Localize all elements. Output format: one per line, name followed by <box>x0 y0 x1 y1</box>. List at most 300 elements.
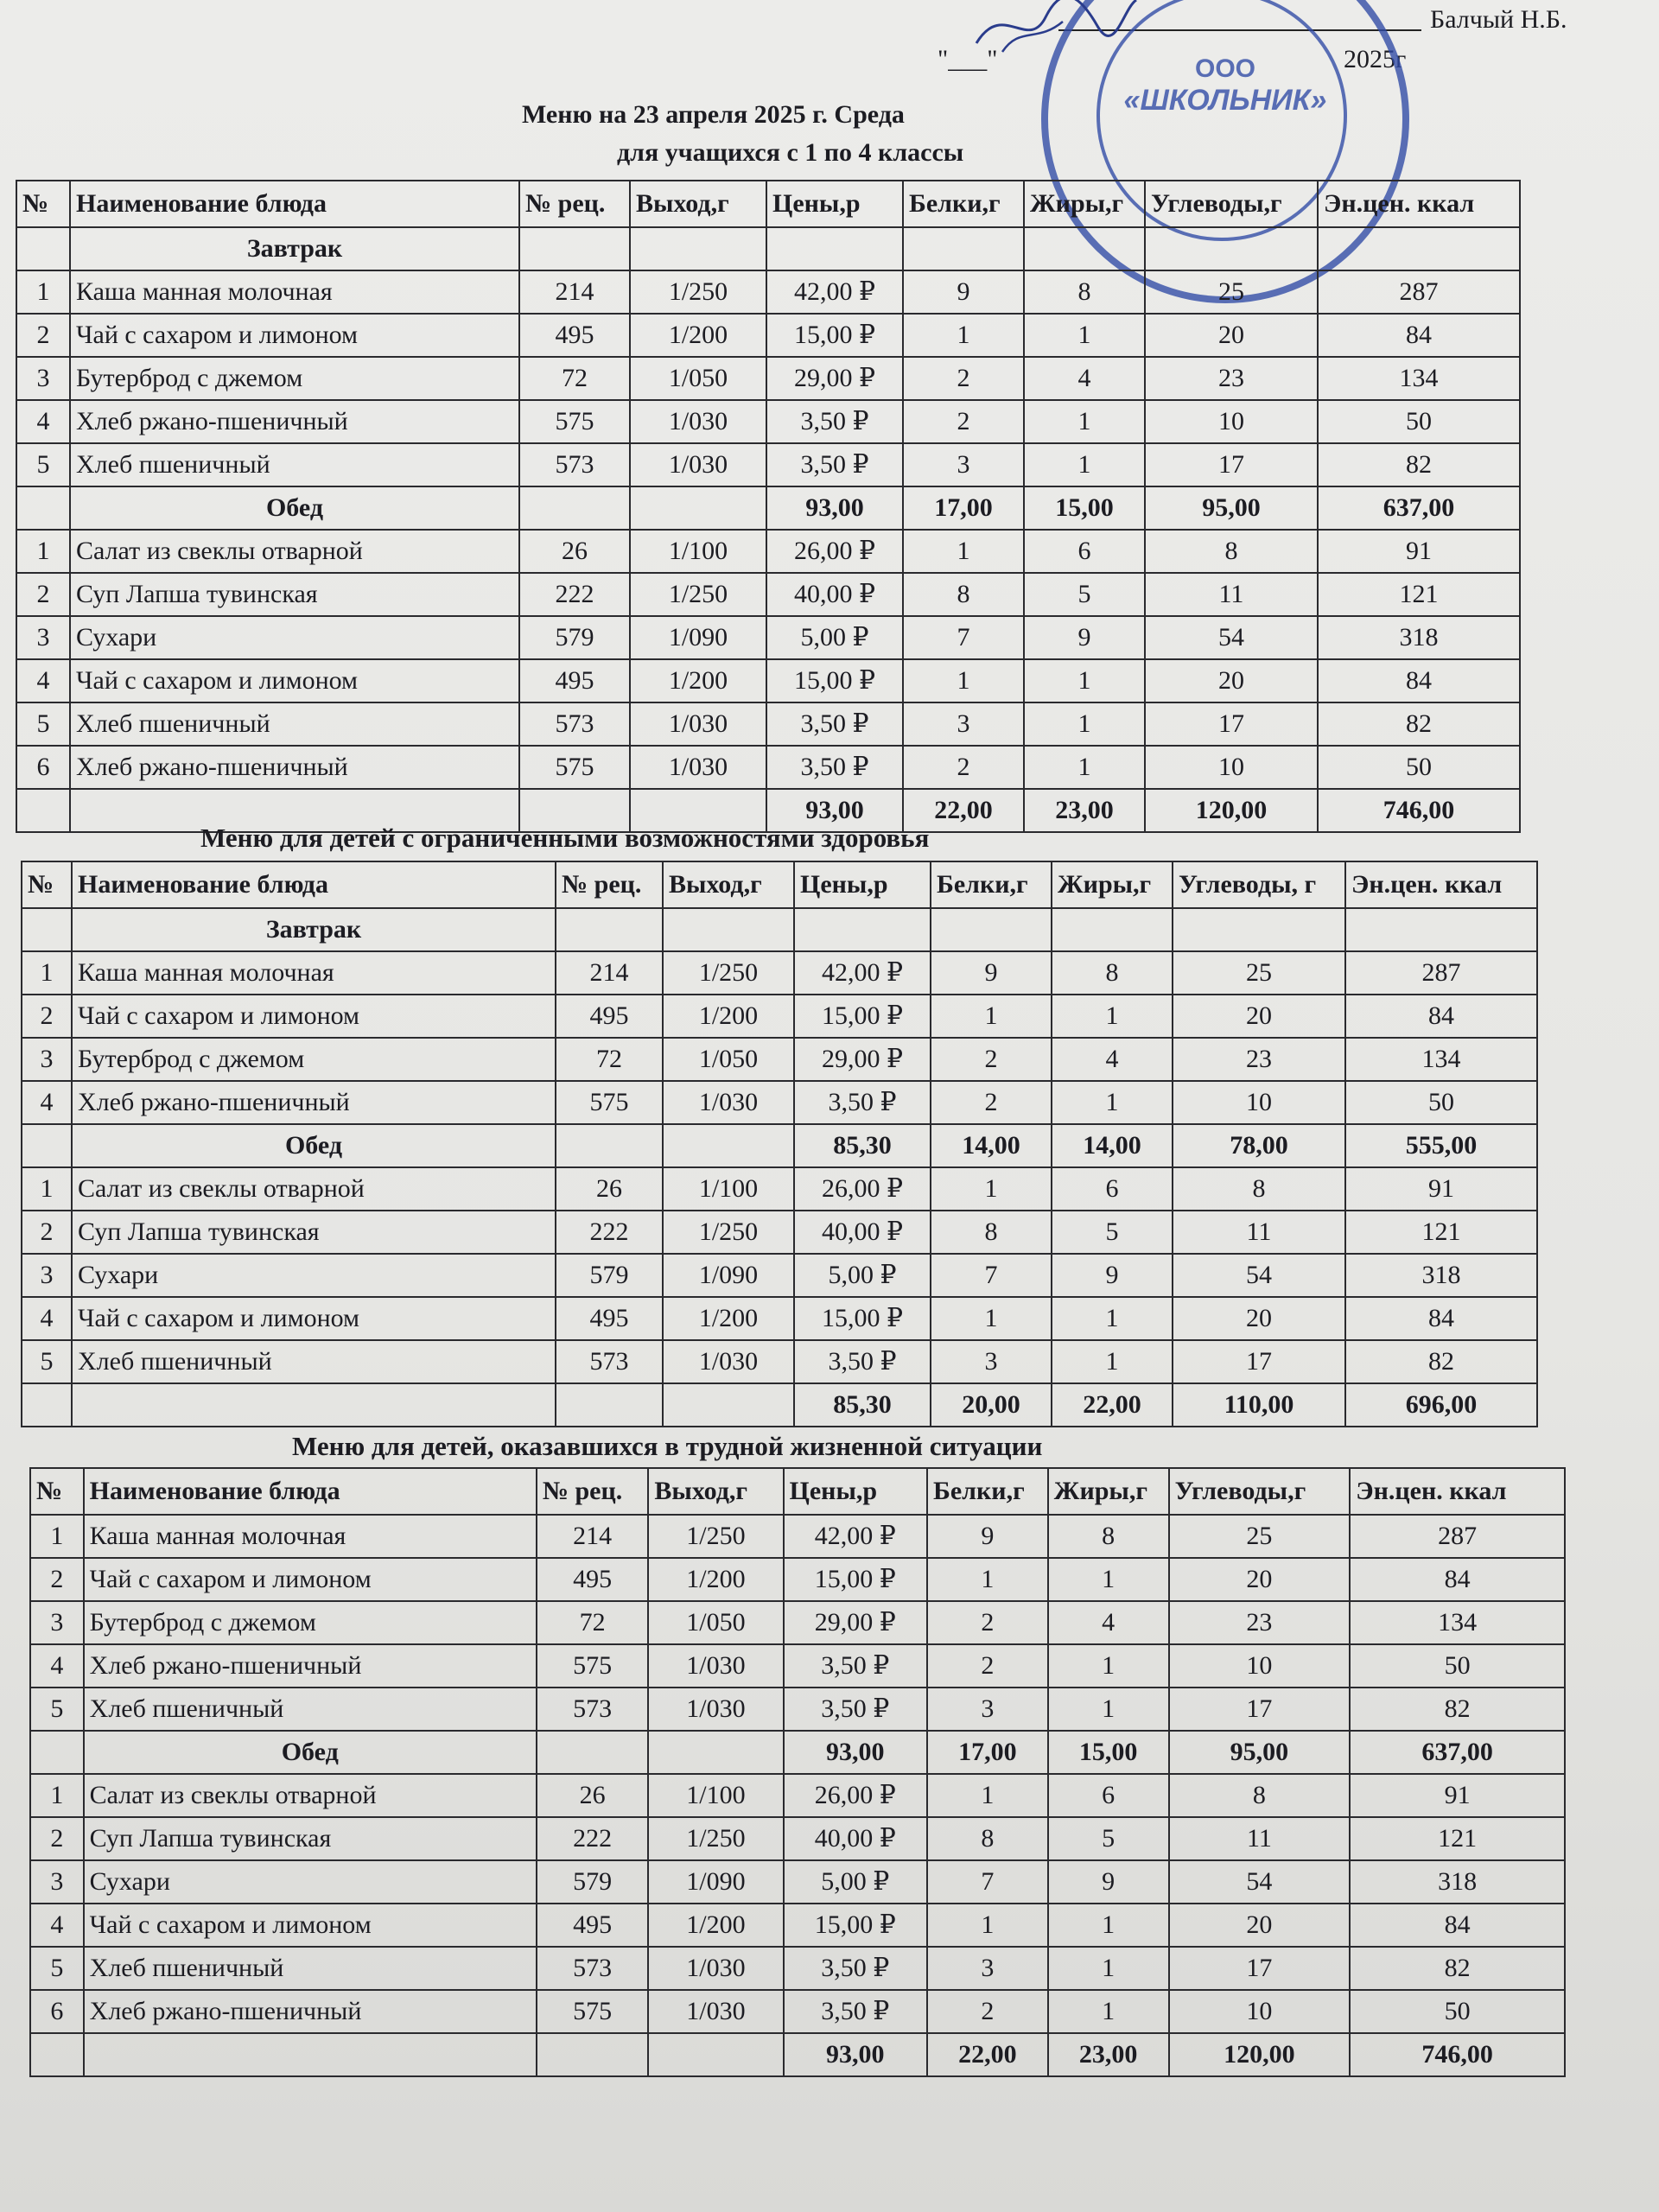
cell-rec: 575 <box>556 1081 663 1124</box>
column-header: Белки,г <box>903 181 1024 227</box>
cell-f: 8 <box>1048 1515 1169 1558</box>
cell-out: 1/250 <box>663 1211 794 1254</box>
cell-price: 29,00 ₽ <box>766 357 903 400</box>
cell-name: Сухари <box>72 1254 556 1297</box>
cell-name: Хлеб ржано-пшеничный <box>84 1644 537 1688</box>
cell-f: 6 <box>1024 530 1145 573</box>
handwritten-signature <box>968 0 1141 60</box>
cell-rec: 495 <box>519 314 630 357</box>
cell-e: 82 <box>1350 1688 1565 1731</box>
cell-f: 1 <box>1052 1081 1173 1124</box>
section-title-ovz: Меню для детей с ограниченными возможностями здоровья <box>200 823 930 853</box>
cell-name: Салат из свеклы отварной <box>72 1167 556 1211</box>
cell-price: 15,00 ₽ <box>784 1558 928 1601</box>
cell-e: 84 <box>1318 659 1520 702</box>
cell-c: 17 <box>1145 443 1318 486</box>
cell-c: 20 <box>1173 995 1345 1038</box>
cell-name: Чай с сахаром и лимоном <box>72 995 556 1038</box>
table-row <box>16 314 1520 357</box>
column-header: Белки,г <box>931 861 1052 908</box>
cell-price: 42,00 ₽ <box>766 270 903 314</box>
cell-f: 1 <box>1024 659 1145 702</box>
cell-name: Суп Лапша тувинская <box>72 1211 556 1254</box>
cell-out: 1/030 <box>648 1644 783 1688</box>
cell-f: 1 <box>1048 1644 1169 1688</box>
column-header: Наименование блюда <box>84 1468 537 1515</box>
total-p: 17,00 <box>927 1731 1048 1774</box>
total-e: 746,00 <box>1318 789 1520 832</box>
cell-c: 8 <box>1173 1167 1345 1211</box>
cell-n: 4 <box>16 400 70 443</box>
cell-n: 3 <box>22 1038 72 1081</box>
column-header: Жиры,г <box>1048 1468 1169 1515</box>
cell-out: 1/200 <box>648 1904 783 1947</box>
cell-f: 5 <box>1024 573 1145 616</box>
cell-c: 23 <box>1173 1038 1345 1081</box>
cell-p: 1 <box>927 1774 1048 1817</box>
cell-p: 1 <box>931 1297 1052 1340</box>
table-row <box>16 573 1520 616</box>
table-row <box>30 1990 1565 2033</box>
cell-e: 318 <box>1345 1254 1537 1297</box>
cell-price: 3,50 ₽ <box>766 400 903 443</box>
cell-out: 1/050 <box>630 357 766 400</box>
cell-price: 26,00 ₽ <box>794 1167 931 1211</box>
total-price: 93,00 <box>766 486 903 530</box>
cell-c: 25 <box>1145 270 1318 314</box>
cell-e: 287 <box>1318 270 1520 314</box>
stamp-org: ООО <box>1194 54 1255 83</box>
column-header: Жиры,г <box>1052 861 1173 908</box>
cell-n: 3 <box>30 1601 84 1644</box>
cell-out: 1/030 <box>630 702 766 746</box>
cell-p: 8 <box>927 1817 1048 1860</box>
column-header: Жиры,г <box>1024 181 1145 227</box>
table-row <box>16 702 1520 746</box>
cell-p: 7 <box>931 1254 1052 1297</box>
cell-name: Бутерброд с джемом <box>84 1601 537 1644</box>
total-e: 637,00 <box>1350 1731 1565 1774</box>
cell-p: 2 <box>931 1081 1052 1124</box>
cell-price: 3,50 ₽ <box>794 1081 931 1124</box>
cell-f: 1 <box>1048 1990 1169 2033</box>
cell-c: 10 <box>1173 1081 1345 1124</box>
table-row <box>16 616 1520 659</box>
cell-out: 1/200 <box>630 659 766 702</box>
table-row <box>30 1558 1565 1601</box>
cell-price: 15,00 ₽ <box>766 314 903 357</box>
column-header: Наименование блюда <box>72 861 556 908</box>
cell-e: 50 <box>1318 400 1520 443</box>
column-header: Выход,г <box>663 861 794 908</box>
total-e: 746,00 <box>1350 2033 1565 2076</box>
cell-name: Сухари <box>84 1860 537 1904</box>
total-p: 22,00 <box>903 789 1024 832</box>
cell-p: 2 <box>903 357 1024 400</box>
cell-n: 3 <box>22 1254 72 1297</box>
cell-c: 11 <box>1173 1211 1345 1254</box>
cell-out: 1/030 <box>663 1081 794 1124</box>
cell-f: 8 <box>1024 270 1145 314</box>
cell-c: 8 <box>1145 530 1318 573</box>
cell-price: 3,50 ₽ <box>766 443 903 486</box>
cell-n: 2 <box>22 1211 72 1254</box>
cell-e: 82 <box>1350 1947 1565 1990</box>
total-row <box>22 1383 1537 1427</box>
cell-e: 287 <box>1350 1515 1565 1558</box>
cell-c: 20 <box>1169 1558 1351 1601</box>
cell-name: Каша манная молочная <box>84 1515 537 1558</box>
menu-subtitle: для учащихся с 1 по 4 классы <box>617 138 964 167</box>
total-e: 696,00 <box>1345 1383 1537 1427</box>
cell-name: Чай с сахаром и лимоном <box>70 314 519 357</box>
cell-f: 1 <box>1024 746 1145 789</box>
cell-out: 1/030 <box>648 1688 783 1731</box>
cell-p: 3 <box>903 702 1024 746</box>
cell-name: Чай с сахаром и лимоном <box>70 659 519 702</box>
cell-f: 4 <box>1024 357 1145 400</box>
column-header: № <box>30 1468 84 1515</box>
column-header: № рец. <box>519 181 630 227</box>
table-header-row <box>16 181 1520 227</box>
cell-p: 9 <box>927 1515 1048 1558</box>
cell-n: 5 <box>22 1340 72 1383</box>
cell-p: 1 <box>927 1558 1048 1601</box>
table-row <box>22 1167 1537 1211</box>
column-header: Цены,р <box>794 861 931 908</box>
cell-p: 2 <box>903 746 1024 789</box>
cell-f: 9 <box>1048 1860 1169 1904</box>
cell-rec: 573 <box>537 1688 649 1731</box>
cell-c: 11 <box>1169 1817 1351 1860</box>
cell-out: 1/090 <box>630 616 766 659</box>
total-price: 93,00 <box>784 2033 928 2076</box>
table-row <box>16 357 1520 400</box>
cell-out: 1/200 <box>663 1297 794 1340</box>
cell-f: 1 <box>1024 314 1145 357</box>
cell-out: 1/090 <box>648 1860 783 1904</box>
cell-e: 84 <box>1345 995 1537 1038</box>
cell-f: 1 <box>1024 400 1145 443</box>
cell-c: 54 <box>1173 1254 1345 1297</box>
menu-table-ovz <box>21 861 1538 1427</box>
cell-price: 40,00 ₽ <box>766 573 903 616</box>
cell-e: 318 <box>1318 616 1520 659</box>
cell-p: 9 <box>931 951 1052 995</box>
cell-rec: 26 <box>519 530 630 573</box>
table-row <box>22 1211 1537 1254</box>
cell-p: 3 <box>927 1947 1048 1990</box>
cell-out: 1/090 <box>663 1254 794 1297</box>
cell-f: 4 <box>1052 1038 1173 1081</box>
cell-out: 1/250 <box>630 573 766 616</box>
total-c: 78,00 <box>1173 1124 1345 1167</box>
cell-out: 1/100 <box>663 1167 794 1211</box>
cell-p: 1 <box>903 659 1024 702</box>
column-header: Эн.цен. ккал <box>1318 181 1520 227</box>
cell-name: Хлеб ржано-пшеничный <box>70 746 519 789</box>
cell-f: 8 <box>1052 951 1173 995</box>
cell-out: 1/250 <box>648 1515 783 1558</box>
cell-out: 1/030 <box>630 443 766 486</box>
cell-f: 6 <box>1048 1774 1169 1817</box>
cell-price: 40,00 ₽ <box>794 1211 931 1254</box>
cell-e: 134 <box>1318 357 1520 400</box>
table-row <box>30 1860 1565 1904</box>
cell-price: 3,50 ₽ <box>784 1990 928 2033</box>
cell-n: 5 <box>16 702 70 746</box>
cell-n: 1 <box>22 951 72 995</box>
column-header: № рец. <box>556 861 663 908</box>
cell-p: 8 <box>931 1211 1052 1254</box>
cell-rec: 495 <box>556 1297 663 1340</box>
cell-p: 1 <box>931 995 1052 1038</box>
table-row <box>22 995 1537 1038</box>
cell-c: 10 <box>1169 1644 1351 1688</box>
total-e: 555,00 <box>1345 1124 1537 1167</box>
cell-rec: 72 <box>556 1038 663 1081</box>
cell-p: 2 <box>927 1990 1048 2033</box>
cell-n: 2 <box>30 1558 84 1601</box>
total-p: 20,00 <box>931 1383 1052 1427</box>
cell-p: 8 <box>903 573 1024 616</box>
cell-f: 5 <box>1048 1817 1169 1860</box>
cell-out: 1/250 <box>630 270 766 314</box>
table-row <box>16 443 1520 486</box>
cell-n: 2 <box>16 573 70 616</box>
cell-rec: 214 <box>519 270 630 314</box>
column-header: № рец. <box>537 1468 649 1515</box>
column-header: Эн.цен. ккал <box>1350 1468 1565 1515</box>
cell-price: 42,00 ₽ <box>784 1515 928 1558</box>
cell-n: 3 <box>16 616 70 659</box>
menu-table-difficult-situation <box>29 1467 1566 2077</box>
cell-rec: 579 <box>556 1254 663 1297</box>
date-blank: "___" <box>938 45 998 73</box>
cell-name: Хлеб ржано-пшеничный <box>70 400 519 443</box>
cell-name: Бутерброд с джемом <box>70 357 519 400</box>
cell-price: 42,00 ₽ <box>794 951 931 995</box>
cell-price: 15,00 ₽ <box>784 1904 928 1947</box>
cell-p: 1 <box>903 314 1024 357</box>
cell-name: Суп Лапша тувинская <box>70 573 519 616</box>
cell-rec: 495 <box>537 1558 649 1601</box>
cell-n: 1 <box>30 1774 84 1817</box>
cell-p: 2 <box>931 1038 1052 1081</box>
cell-e: 121 <box>1350 1817 1565 1860</box>
cell-c: 23 <box>1169 1601 1351 1644</box>
cell-name: Хлеб ржано-пшеничный <box>72 1081 556 1124</box>
cell-out: 1/250 <box>663 951 794 995</box>
cell-f: 4 <box>1048 1601 1169 1644</box>
cell-c: 25 <box>1173 951 1345 995</box>
total-price: 93,00 <box>766 789 903 832</box>
table-row <box>22 1340 1537 1383</box>
cell-e: 82 <box>1318 702 1520 746</box>
cell-n: 2 <box>30 1817 84 1860</box>
cell-price: 3,50 ₽ <box>794 1340 931 1383</box>
cell-e: 91 <box>1345 1167 1537 1211</box>
cell-rec: 214 <box>537 1515 649 1558</box>
table-row <box>30 1947 1565 1990</box>
cell-e: 318 <box>1350 1860 1565 1904</box>
cell-price: 15,00 ₽ <box>766 659 903 702</box>
cell-p: 1 <box>931 1167 1052 1211</box>
approver-name: Балчый Н.Б. <box>1430 5 1567 34</box>
cell-p: 7 <box>903 616 1024 659</box>
cell-rec: 495 <box>537 1904 649 1947</box>
cell-rec: 573 <box>537 1947 649 1990</box>
cell-out: 1/030 <box>630 746 766 789</box>
cell-c: 54 <box>1169 1860 1351 1904</box>
cell-c: 17 <box>1173 1340 1345 1383</box>
cell-f: 1 <box>1024 443 1145 486</box>
column-header: № <box>22 861 72 908</box>
cell-out: 1/100 <box>630 530 766 573</box>
cell-f: 1 <box>1048 1558 1169 1601</box>
meal-label: Завтрак <box>70 227 519 270</box>
cell-rec: 573 <box>519 702 630 746</box>
table-row <box>16 530 1520 573</box>
table-row <box>30 1774 1565 1817</box>
cell-n: 1 <box>30 1515 84 1558</box>
cell-out: 1/030 <box>648 1990 783 2033</box>
cell-e: 84 <box>1318 314 1520 357</box>
total-c: 95,00 <box>1145 486 1318 530</box>
cell-e: 134 <box>1345 1038 1537 1081</box>
cell-e: 91 <box>1350 1774 1565 1817</box>
cell-c: 20 <box>1145 659 1318 702</box>
cell-c: 11 <box>1145 573 1318 616</box>
table-header-row <box>30 1468 1565 1515</box>
cell-rec: 573 <box>556 1340 663 1383</box>
cell-c: 54 <box>1145 616 1318 659</box>
cell-f: 1 <box>1052 1297 1173 1340</box>
cell-out: 1/030 <box>648 1947 783 1990</box>
cell-name: Хлеб пшеничный <box>84 1947 537 1990</box>
cell-n: 1 <box>22 1167 72 1211</box>
cell-rec: 222 <box>556 1211 663 1254</box>
total-row <box>30 2033 1565 2076</box>
table-row <box>22 1081 1537 1124</box>
cell-p: 1 <box>927 1904 1048 1947</box>
cell-out: 1/050 <box>648 1601 783 1644</box>
cell-n: 5 <box>30 1688 84 1731</box>
cell-c: 17 <box>1169 1947 1351 1990</box>
table-row <box>22 1038 1537 1081</box>
cell-price: 3,50 ₽ <box>784 1688 928 1731</box>
total-row <box>16 486 1520 530</box>
cell-e: 121 <box>1318 573 1520 616</box>
cell-p: 9 <box>903 270 1024 314</box>
total-f: 23,00 <box>1048 2033 1169 2076</box>
cell-n: 2 <box>22 995 72 1038</box>
cell-e: 50 <box>1350 1644 1565 1688</box>
cell-e: 84 <box>1350 1904 1565 1947</box>
cell-n: 4 <box>22 1081 72 1124</box>
column-header: № <box>16 181 70 227</box>
table-row <box>30 1688 1565 1731</box>
cell-rec: 579 <box>537 1860 649 1904</box>
cell-p: 2 <box>903 400 1024 443</box>
total-price: 85,30 <box>794 1124 931 1167</box>
cell-f: 1 <box>1052 1340 1173 1383</box>
cell-f: 1 <box>1048 1688 1169 1731</box>
cell-n: 4 <box>22 1297 72 1340</box>
total-row <box>22 1124 1537 1167</box>
cell-n: 3 <box>30 1860 84 1904</box>
cell-name: Суп Лапша тувинская <box>84 1817 537 1860</box>
cell-p: 3 <box>927 1688 1048 1731</box>
total-p: 17,00 <box>903 486 1024 530</box>
cell-out: 1/200 <box>630 314 766 357</box>
column-header: Углеводы,г <box>1169 1468 1351 1515</box>
cell-out: 1/100 <box>648 1774 783 1817</box>
cell-price: 3,50 ₽ <box>784 1947 928 1990</box>
cell-f: 9 <box>1024 616 1145 659</box>
cell-p: 3 <box>931 1340 1052 1383</box>
table-row <box>16 746 1520 789</box>
cell-rec: 575 <box>519 400 630 443</box>
cell-e: 84 <box>1345 1297 1537 1340</box>
column-header: Углеводы, г <box>1173 861 1345 908</box>
column-header: Выход,г <box>648 1468 783 1515</box>
cell-p: 2 <box>927 1601 1048 1644</box>
column-header: Эн.цен. ккал <box>1345 861 1537 908</box>
cell-n: 1 <box>16 270 70 314</box>
cell-n: 4 <box>16 659 70 702</box>
total-f: 14,00 <box>1052 1124 1173 1167</box>
cell-e: 82 <box>1345 1340 1537 1383</box>
cell-rec: 222 <box>519 573 630 616</box>
cell-e: 50 <box>1350 1990 1565 2033</box>
cell-rec: 575 <box>537 1990 649 2033</box>
cell-price: 26,00 ₽ <box>766 530 903 573</box>
cell-name: Чай с сахаром и лимоном <box>84 1904 537 1947</box>
table-row <box>22 1254 1537 1297</box>
table-row <box>30 1515 1565 1558</box>
cell-price: 3,50 ₽ <box>766 746 903 789</box>
cell-f: 1 <box>1048 1947 1169 1990</box>
cell-c: 20 <box>1169 1904 1351 1947</box>
cell-name: Салат из свеклы отварной <box>84 1774 537 1817</box>
cell-rec: 495 <box>556 995 663 1038</box>
cell-rec: 214 <box>556 951 663 995</box>
cell-out: 1/030 <box>630 400 766 443</box>
table-row <box>22 1297 1537 1340</box>
cell-p: 1 <box>903 530 1024 573</box>
cell-f: 1 <box>1052 995 1173 1038</box>
stamp-text <box>1091 54 1359 118</box>
cell-n: 4 <box>30 1904 84 1947</box>
table-row <box>16 659 1520 702</box>
cell-c: 17 <box>1169 1688 1351 1731</box>
total-c: 110,00 <box>1173 1383 1345 1427</box>
total-f: 15,00 <box>1024 486 1145 530</box>
cell-n: 6 <box>30 1990 84 2033</box>
table-row <box>30 1904 1565 1947</box>
cell-c: 8 <box>1169 1774 1351 1817</box>
cell-name: Хлеб пшеничный <box>84 1688 537 1731</box>
cell-e: 50 <box>1318 746 1520 789</box>
cell-f: 1 <box>1048 1904 1169 1947</box>
cell-rec: 575 <box>519 746 630 789</box>
column-header: Выход,г <box>630 181 766 227</box>
total-f: 15,00 <box>1048 1731 1169 1774</box>
cell-c: 20 <box>1173 1297 1345 1340</box>
column-header: Цены,р <box>766 181 903 227</box>
column-header: Наименование блюда <box>70 181 519 227</box>
